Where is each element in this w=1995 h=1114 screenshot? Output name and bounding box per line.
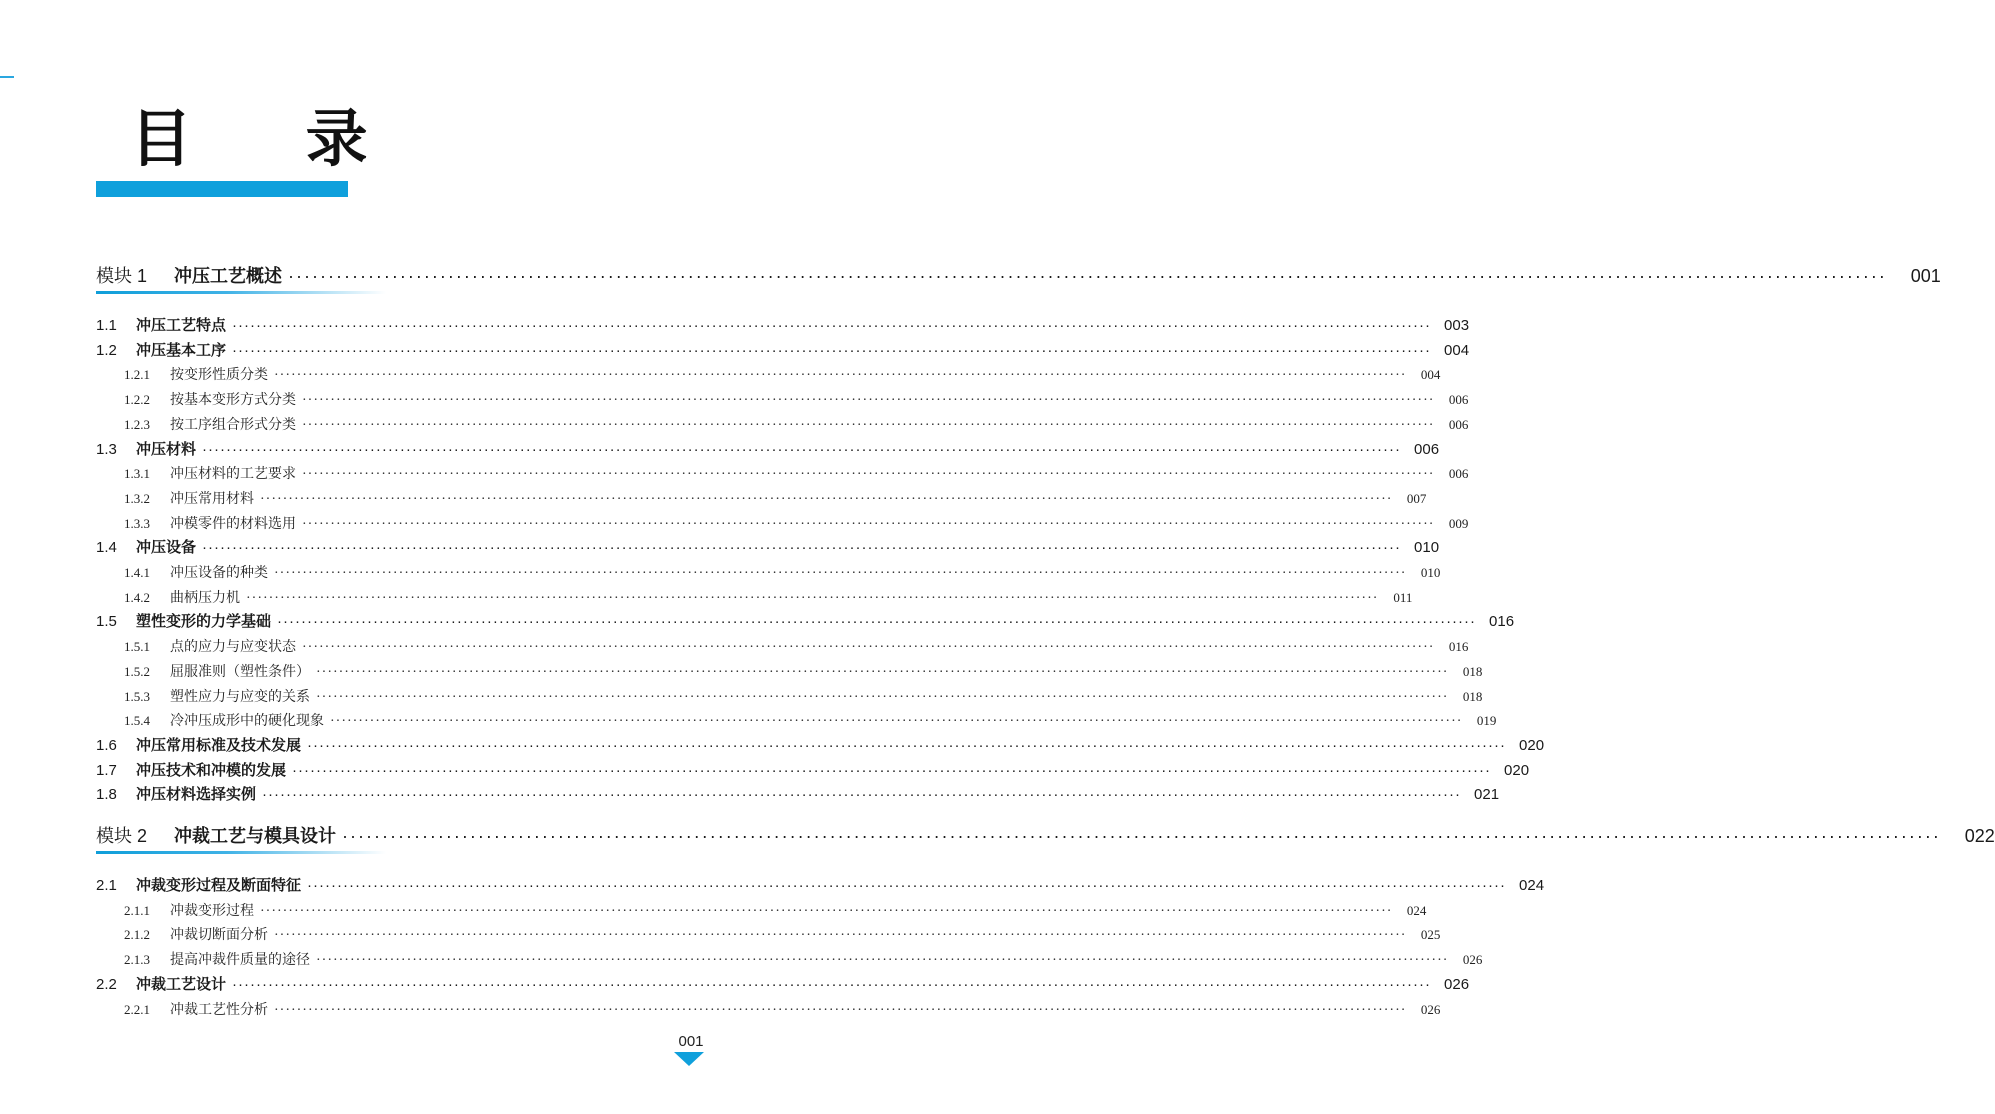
toc-subsection-title: 按基本变形方式分类	[170, 393, 296, 409]
toc-module[interactable]	[96, 822, 1995, 848]
toc-subsection-num: 1.2.1	[124, 367, 150, 383]
toc-subsection-num: 1.5.3	[124, 688, 150, 704]
toc-subsection-num: 2.1.3	[124, 952, 150, 968]
toc-section[interactable]	[96, 610, 1515, 631]
toc-section-page: 026	[1444, 975, 1470, 993]
toc-section-page: 010	[1414, 539, 1440, 557]
toc-subsection-title: 曲柄压力机	[170, 590, 240, 606]
toc-subsection-page: 024	[1406, 902, 1427, 918]
toc-section-title: 冲压工艺特点	[136, 317, 227, 334]
toc-subsection-num: 2.1.2	[124, 927, 150, 943]
toc-subsection-num: 2.2.1	[124, 1001, 150, 1017]
toc-section-num: 1.6	[96, 736, 117, 754]
toc-subsection-num: 1.5.1	[124, 639, 150, 655]
toc-section-title: 冲压材料	[136, 440, 197, 458]
toc-section-title: 冲裁变形过程及断面特征	[136, 877, 302, 894]
toc-subsection[interactable]	[124, 488, 1427, 508]
toc-section-leader-dots: ········································································································································································································	[277, 613, 1477, 631]
toc-subsection-leader-dots: ········································································································································································································	[274, 928, 1407, 944]
toc-subsection[interactable]	[124, 661, 1483, 681]
toc-section-page: 020	[1519, 736, 1545, 754]
toc-subsection[interactable]	[124, 463, 1469, 483]
toc-subsection-title: 冲压材料的工艺要求	[170, 467, 296, 483]
toc-subsection[interactable]	[124, 513, 1469, 533]
page-title: 目 录	[130, 102, 414, 175]
toc-subsection[interactable]	[124, 562, 1441, 582]
page-number: 001	[678, 1033, 704, 1050]
toc-section-title: 冲压技术和冲模的发展	[136, 761, 287, 779]
toc-subsection-title: 冲压常用材料	[170, 491, 254, 507]
toc-subsection-page: 004	[1420, 367, 1441, 383]
toc-subsection-page: 006	[1448, 392, 1469, 408]
toc-section[interactable]	[96, 783, 1500, 804]
toc-subsection-page: 026	[1420, 1001, 1441, 1017]
module-underline	[96, 851, 386, 854]
toc-section-page: 003	[1444, 317, 1470, 334]
toc-subsection-leader-dots: ········································································································································································································	[316, 953, 1449, 969]
toc-subsection[interactable]	[124, 389, 1469, 409]
toc-subsection-title: 塑性应力与应变的关系	[170, 689, 310, 705]
toc-subsection-leader-dots: ········································································································································································································	[302, 516, 1435, 532]
toc-subsection[interactable]	[124, 364, 1441, 384]
toc-subsection-leader-dots: ········································································································································································································	[330, 714, 1463, 730]
toc-section-leader-dots: ········································································································································································································	[307, 877, 1507, 894]
toc-module-leader-dots: ········································································································································································································	[342, 826, 1941, 846]
toc-section[interactable]	[96, 874, 1545, 895]
toc-section-title: 冲压常用标准及技术发展	[136, 736, 302, 754]
toc-subsection-title: 冲裁变形过程	[170, 903, 254, 919]
toc-section-page: 021	[1474, 786, 1500, 804]
toc-subsection-page: 016	[1448, 639, 1469, 655]
toc-section-num: 2.1	[96, 877, 117, 894]
toc-subsection-num: 1.3.2	[124, 490, 150, 506]
toc-subsection-num: 1.5.4	[124, 713, 150, 729]
toc-section-page: 004	[1444, 341, 1470, 359]
toc-subsection-page: 006	[1448, 416, 1469, 432]
toc-section[interactable]	[96, 759, 1530, 780]
title-underline-bar	[96, 181, 348, 197]
toc-module-page: 001	[1910, 266, 1941, 286]
toc-section-leader-dots: ········································································································································································································	[232, 317, 1432, 334]
toc-subsection-title: 冲模零件的材料选用	[170, 516, 296, 532]
toc-subsection[interactable]	[124, 587, 1413, 607]
toc-subsection-title: 冷冲压成形中的硬化现象	[170, 714, 324, 730]
toc-subsection-leader-dots: ········································································································································································································	[274, 368, 1407, 384]
toc-section[interactable]	[96, 438, 1440, 459]
module-underline	[96, 291, 386, 294]
toc-subsection-page: 010	[1420, 565, 1441, 580]
toc-subsection-leader-dots: ········································································································································································································	[316, 689, 1449, 705]
toc-section-num: 1.1	[96, 317, 117, 334]
toc-section-num: 2.2	[96, 975, 117, 993]
toc-section-leader-dots: ········································································································································································································	[232, 975, 1432, 993]
toc-section-leader-dots: ········································································································································································································	[307, 736, 1507, 754]
toc-section-title: 冲压材料选择实例	[136, 786, 257, 804]
toc-section[interactable]	[96, 536, 1440, 557]
toc-subsection-leader-dots: ········································································································································································································	[260, 903, 1393, 919]
toc-section-page: 006	[1414, 440, 1440, 458]
toc-subsection[interactable]	[124, 686, 1483, 706]
toc-section-title: 塑性变形的力学基础	[136, 613, 272, 631]
toc-subsection-title: 提高冲裁件质量的途径	[170, 953, 310, 969]
toc-section-page: 024	[1519, 877, 1545, 894]
toc-section-num: 1.8	[96, 786, 117, 804]
toc-subsection-page: 009	[1448, 515, 1469, 531]
toc-section-leader-dots: ········································································································································································································	[292, 761, 1492, 779]
toc-section-num: 1.3	[96, 440, 117, 458]
toc-subsection-num: 1.2.2	[124, 392, 150, 408]
toc-section-num: 1.4	[96, 539, 117, 557]
toc-subsection[interactable]	[124, 999, 1441, 1019]
toc-module-page: 022	[1964, 826, 1995, 846]
toc-subsection-leader-dots: ········································································································································································································	[302, 417, 1435, 433]
toc-section-leader-dots: ········································································································································································································	[202, 440, 1402, 458]
toc-subsection-page: 006	[1448, 466, 1469, 482]
toc-subsection-page: 025	[1420, 927, 1441, 943]
toc-subsection[interactable]	[124, 924, 1441, 944]
toc-section-title: 冲裁工艺设计	[136, 975, 227, 993]
toc-subsection-num: 1.5.2	[124, 663, 150, 679]
toc-subsection-leader-dots: ········································································································································································································	[246, 590, 1379, 606]
toc-section-num: 1.7	[96, 761, 117, 779]
toc-subsection-page: 007	[1406, 490, 1427, 506]
toc-subsection[interactable]	[124, 900, 1427, 920]
toc-module-num: 模块 2	[96, 826, 148, 846]
toc-subsection-title: 按工序组合形式分类	[170, 417, 296, 433]
toc-section-num: 1.5	[96, 613, 117, 631]
toc-subsection-leader-dots: ········································································································································································································	[274, 1002, 1407, 1018]
toc-subsection[interactable]	[124, 414, 1469, 434]
toc-subsection-num: 1.3.1	[124, 466, 150, 482]
toc-subsection-page: 018	[1462, 688, 1483, 704]
toc-subsection-page: 019	[1476, 713, 1497, 729]
toc-module-title: 冲压工艺概述	[174, 266, 282, 286]
toc-subsection-title: 冲裁切断面分析	[170, 928, 268, 944]
toc-module[interactable]	[96, 262, 1941, 288]
toc-section[interactable]	[96, 973, 1470, 994]
toc-subsection-title: 冲裁工艺性分析	[170, 1002, 268, 1018]
toc-module-leader-dots: ········································································································································································································	[288, 266, 1887, 286]
toc-subsection-title: 屈服准则（塑性条件）	[170, 664, 310, 680]
toc-subsection-num: 1.4.2	[124, 589, 150, 605]
toc-subsection-leader-dots: ········································································································································································································	[302, 467, 1435, 483]
toc-section-title: 冲压设备	[136, 539, 197, 557]
toc-subsection-leader-dots: ········································································································································································································	[316, 664, 1449, 680]
toc-subsection-page: 018	[1462, 663, 1483, 679]
toc-subsection-leader-dots: ········································································································································································································	[274, 566, 1407, 581]
toc-subsection-num: 2.1.1	[124, 902, 150, 918]
toc-section-title: 冲压基本工序	[136, 341, 227, 359]
toc-module-title: 冲裁工艺与模具设计	[174, 826, 336, 846]
toc-section-num: 1.2	[96, 341, 117, 359]
toc-subsection-page: 026	[1462, 952, 1483, 968]
toc-section-leader-dots: ········································································································································································································	[202, 539, 1402, 557]
toc-subsection-num: 1.2.3	[124, 416, 150, 432]
toc-subsection-page: 011	[1393, 589, 1413, 605]
toc-section-leader-dots: ········································································································································································································	[262, 786, 1462, 804]
toc-subsection-leader-dots: ········································································································································································································	[302, 640, 1435, 656]
toc-subsection-title: 按变形性质分类	[170, 368, 268, 384]
toc-subsection-title: 冲压设备的种类	[170, 566, 268, 581]
toc-subsection-leader-dots: ········································································································································································································	[302, 393, 1435, 409]
page-arrow-icon	[674, 1052, 704, 1066]
corner-mark	[0, 76, 14, 78]
toc-section-page: 020	[1504, 761, 1530, 779]
toc-subsection[interactable]	[124, 636, 1469, 656]
toc-subsection-num: 1.3.3	[124, 515, 150, 531]
toc-subsection[interactable]	[124, 710, 1497, 730]
toc-section[interactable]	[96, 339, 1470, 360]
toc-section-leader-dots: ········································································································································································································	[232, 341, 1432, 359]
toc-section[interactable]	[96, 734, 1545, 755]
toc-section-page: 016	[1489, 613, 1515, 631]
toc-subsection[interactable]	[124, 949, 1483, 969]
toc-module-num: 模块 1	[96, 266, 148, 286]
toc-subsection-title: 点的应力与应变状态	[170, 640, 296, 656]
toc-section[interactable]	[96, 314, 1470, 335]
toc-subsection-leader-dots: ········································································································································································································	[260, 491, 1393, 507]
toc-subsection-num: 1.4.1	[124, 565, 150, 580]
